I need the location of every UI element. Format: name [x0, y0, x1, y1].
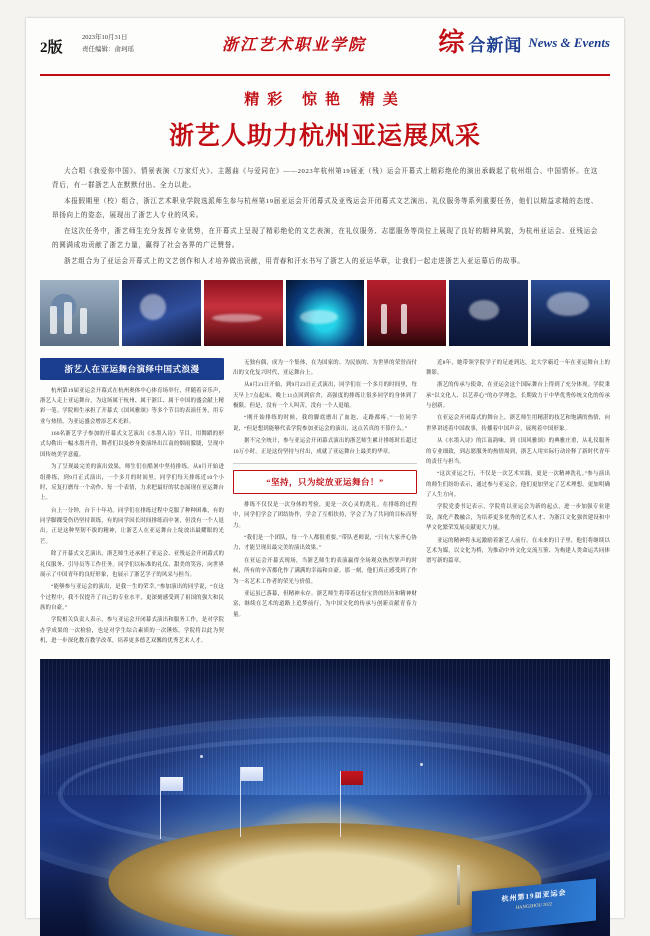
school-name: 浙江艺术职业学院 [222, 37, 367, 54]
photo-dancers [367, 280, 446, 346]
paragraph: “刚开始排练的时候，我的脚底磨出了血泡，走路都疼。”一位同学说，“但是想到能够代表学院参加亚运会的演出，这点苦真的不算什么。” [233, 415, 417, 432]
opening-ceremony-stadium-photo [40, 659, 610, 936]
torch [457, 865, 460, 905]
page-title: 浙艺人助力杭州亚运展风采 [168, 123, 481, 150]
paragraph: 学院党委书记表示，学院将以亚运会为新的起点，进一步加强专业建设，深化产教融合，为培养更多优秀的艺术人才、为浙江文化强省建设和中华文化繁荣发展贡献更大力量。 [426, 504, 610, 532]
flag-china [341, 771, 363, 785]
subhead-left: 浙艺人在亚运舞台演绎中国式浪漫 [40, 358, 224, 380]
banner-title: 杭州第19届亚运会 [501, 888, 567, 904]
column-left [40, 358, 224, 649]
paragraph: 排练不仅仅是一次身体的考验，更是一次心灵的洗礼。在排练的过程中，同学们学会了团结协作，学会了互相扶持，学会了为了共同的目标而努力。 [233, 501, 417, 529]
photo-blue-arena [286, 280, 365, 346]
paragraph: 浙艺的传承与使命，在亚运会这个国际舞台上得到了充分体现。学院秉承“以文化人、以艺养心”的办学理念，长期致力于中华优秀传统文化的传承与创新。 [426, 382, 610, 410]
paragraph: 160名浙艺学子参加的开幕式文艺演出《水墨入诗》节目，用舞蹈的形式勾勒出一幅水墨丹青，舞者们以曼妙身姿演绎出江南的烟雨朦胧，呈现中国传统美学意蕴。 [40, 431, 224, 458]
column-middle [233, 358, 417, 649]
paragraph: 为了呈现最完美的演出效果，师生们在酷暑中坚持排练。从8月开始进组排练，到9月正式演出，一个多月的时间里，同学们每天排练近10个小时，反复打磨每一个动作、每一个表情，力求把最好的状态展现在亚运舞台上。 [40, 464, 224, 502]
paragraph: 从《水墨入诗》的江南韵味，到《国风雅颂》的典雅庄重，从礼仪服务的专业细致，到志愿服务的热情周到，浙艺人用实际行动诠释了新时代青年的责任与担当。 [426, 438, 610, 465]
lead-p4: 浙艺组合为了亚运会开幕式上的文艺创作和人才培养做出贡献，用青春和汗水书写了浙艺人的亚运华章，让我们一起走进浙艺人亚运幕后的故事。 [64, 258, 525, 266]
issue-info [82, 32, 134, 57]
paragraph: 学院相关负责人表示，参与亚运会开闭幕式演出和服务工作，是对学院办学成果的一次检验，也是对学生综合素质的一次锤炼。学院将以此为契机，进一步深化教育教学改革，培养更多德艺双馨的优秀艺术人才。 [40, 617, 224, 645]
paragraph: 无独有偶，成为一个集体，在为国家的、为民族的、为世界的荣誉而付出的文化复兴时代，亚运舞台上。 [233, 359, 417, 376]
lead-p1: 大合唱《我爱你中国》、情景表演《万家灯火》、主题曲《与爱同在》——2023年杭州第19届亚（残）运会开幕式上精彩绝伦的演出承载起了杭州组合、中国情怀。在这背后，有一群浙艺人在默默付出、全力以赴。 [52, 168, 598, 189]
paragraph: 据不完全统计，参与亚运会开闭幕式演出的浙艺师生累计排练时长超过10万小时。正是这份坚持与付出，成就了亚运舞台上最美的华章。 [233, 438, 417, 455]
right-body-text [426, 358, 610, 567]
paragraph: 从8月21日开始，到9月23日正式演出，同学们在一个多月的时间里，每天早上7点起床，晚上11点回到宿舍，高强度的排练让很多同学的身体到了极限。但是，没有一个人叫苦，没有一个人退缩。 [233, 382, 417, 410]
issue-date: 2023年10月31日 [82, 34, 128, 41]
subhead-middle: “坚持，只为绽放亚运舞台！” [233, 470, 417, 494]
paragraph: 近8年，她带领学院学子的足迹到达，北大学霸近一年在亚运舞台上的舞影。 [426, 359, 610, 376]
banner-subtitle: HANGZHOU 2022 [515, 900, 553, 910]
paragraph: 杭州第19届亚运会开幕式在杭州奥体中心体育场举行，伴随着音乐声，浙艺人走上亚运舞台，为这场属于杭州、属于浙江、属于中国的盛会献上精彩一笔。学院师生承担了开幕式《国风雅颂》等多个节目的表演任务，用专业与热情，为亚运盛会增添艺术光彩。 [40, 387, 224, 425]
photo-lotus-stage [531, 280, 610, 346]
photo-strip [40, 280, 610, 346]
photo-night-stage [122, 280, 201, 346]
paragraph: 亚运虽已落幕，但精神永存。浙艺师生将带着这份宝贵的经历和精神财富，继续在艺术的道路上追梦前行，为中国文化的传承与创新贡献青春力量。 [233, 590, 417, 618]
section-chinese: 合新闻 [468, 35, 523, 55]
light-spark [200, 755, 203, 758]
photo-red-stage [204, 280, 283, 346]
lead-paragraphs [52, 165, 598, 269]
light-spark [420, 763, 423, 766]
middle-top-text [233, 358, 417, 457]
paragraph: “这次亚运之行，不仅是一次艺术实践，更是一次精神洗礼。”参与演出的师生们纷纷表示，通过参与亚运会，他们更加坚定了艺术理想，更加明确了人生方向。 [426, 471, 610, 499]
paragraph: 台上一分钟，台下十年功。同学们在排练过程中克服了种种困难，有的同学脚踝受伤仍坚持训练，有的同学因长时间排练而中暑，但没有一个人退出。正是这种坚韧不拔的精神，让浙艺人在亚运舞台上绽放出最耀眼的光芒。 [40, 507, 224, 545]
paragraph: 除了开幕式文艺演出，浙艺师生还承担了亚运会、亚残运会开闭幕式的礼仪服务、引导员等工作任务。同学们以标准的礼仪、甜美的笑容，向世界展示了中国青年的良好形象，也展示了浙艺学子的风采与担当。 [40, 551, 224, 578]
newspaper-sheet [26, 18, 624, 918]
column-right [426, 358, 610, 649]
paragraph: “我们是一个团队，每一个人都很重要。”带队老师说，“只有大家齐心协力，才能呈现出最完美的演出效果。” [233, 535, 417, 552]
photo-volunteers [40, 280, 119, 346]
lead-p2: 本报假期里（校）组合，浙江艺术职业学院选派师生参与杭州第19届亚运会开闭幕式及亚残运会开闭幕式文艺演出、礼仪服务等系列重要任务，他们以精益求精的态度、昂扬向上的姿态，展现出了浙艺人专业的风采。 [52, 198, 598, 219]
middle-bottom-text [233, 500, 417, 620]
page-number: 2版 [40, 40, 63, 56]
flag [161, 777, 183, 791]
article-columns [40, 358, 610, 649]
left-body-text [40, 386, 224, 647]
section-label [438, 30, 610, 56]
section-big-char: 综 [438, 28, 465, 57]
flag [241, 767, 263, 781]
masthead [40, 30, 610, 76]
divider [233, 463, 417, 464]
lead-p3: 在这次任务中，浙艺师生充分发挥专业优势，在开幕式上呈现了精彩绝伦的文艺表演，在礼仪服务、志愿服务等岗位上展现了良好的精神风貌，为杭州亚运会、亚残运会的圆满成功贡献了浙艺力量，赢得了社会各界的广泛赞誉。 [52, 228, 598, 249]
paragraph: 在亚运会开幕式现场，当浙艺师生的表演赢得全场观众热烈掌声的时候，所有的辛苦都化作了满满的幸福和自豪。那一刻，他们真正感受到了作为一名艺术工作者的荣光与价值。 [233, 557, 417, 585]
photo-ceremony [449, 280, 528, 346]
headline-kicker: 精彩 惊艳 精美 [244, 92, 406, 108]
paragraph: “能够参与亚运会的演出，是我一生的荣幸。”参加演出的同学说，“在这个过程中，我不仅提升了自己的专业水平，更深刻感受到了祖国的强大和民族的自豪。” [40, 584, 224, 612]
paragraph: 亚运的精神将永远激励着浙艺人前行。在未来的日子里，他们将继续以艺术为媒，以文化为桥，为推动中外文化交流互鉴、为构建人类命运共同体谱写新的篇章。 [426, 537, 610, 565]
section-english: News & Events [528, 35, 610, 50]
paragraph: 在亚运会开闭幕式的舞台上，浙艺师生用精湛的技艺和饱满的热情，向世界讲述着中国故事，传播着中国声音，展现着中国形象。 [426, 415, 610, 432]
editor-line: 责任编辑：俞珂瑶 [82, 46, 134, 54]
